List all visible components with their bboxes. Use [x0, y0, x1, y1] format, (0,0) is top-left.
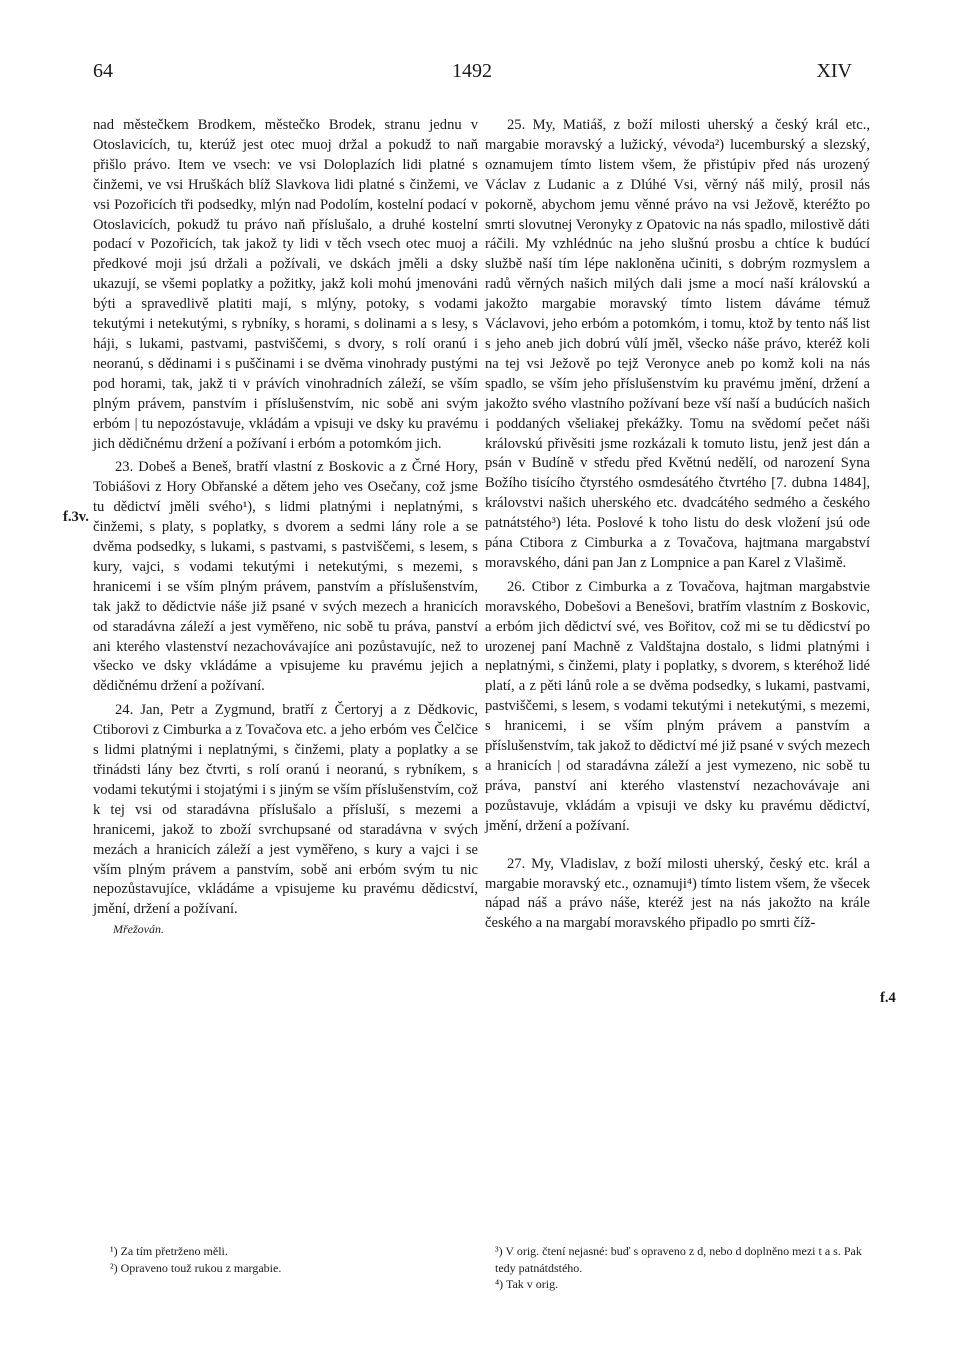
section-number: XIV [816, 60, 852, 82]
page-number: 64 [93, 60, 113, 82]
folio-margin-note-right: f.4 [880, 990, 896, 1006]
entry-26: 26. Ctibor z Cimburka a z Tovačova, hajtman margabstvie moravského, Dobešovi a Benešovi, bratřím vlastním z Boskovic, a erbóm jich dědictví své, ves Bořitov, což mi se tu dědicství po urozenej paní Machně z Valdštajna dostalo, s lidmi platnými i neplatnými, s činžemi, platy i poplatky, s dvorem, s kteréhož lidé platí, a z pěti lánů role a se dvěma podsedky, s lukami, pastvami, pastviščemi, s lesem, s vodami tekutými i netekutými, s mezemi, s hranicemi, i se vším plným právem a panstvím a příslušenstvím, tak jakož to dědictví mé již psané v svých mezech a hranicích | od staradávna záleží a jest vymezeno, nic sobě tu práva, panství ani kterého vlastenství nezachovávaje ani pozůstavuje, vkládám a vpisuji ve dsky ku pravému dědictví, jmění, držení a požívaní. [485, 578, 870, 834]
left-text-column [93, 112, 478, 940]
footnotes-right [495, 1243, 870, 1293]
footnote-1: ¹) Za tím přetrženo měli. [110, 1244, 228, 1258]
entry-23: 23. Dobeš a Beneš, bratří vlastní z Boskovic a z Črné Hory, Tobiášovi z Hory Obřanské a dětem jeho ves Osečany, což jsme tu dědictví jměli svého¹), s lidmi platnými i neplatnými, s činžemi, s platy, s poplatky, s dvorem a sedmi lány role a se dvěma podsedky, s lukami, s pastvami, s pastviščemi, s lesem, s kury, vajci, s vodami tekutými i netekutými, s mezemi, s hranicemi i se vším plným právem, panstvím a příslušenstvím, tak jakž to dědictvie náše již psané v svých mezech a hranicích od staradávna záleží a jest vyměřeno, nic sobě tu práva, panství ani kterého vlastenství nezachovávajíce ani pozůstavujíc, než to všecko ve dsky vkládáme a vpisujeme ku pravému jejich a dědičnému držení a požívaní. [93, 459, 478, 695]
footnote-4: ⁴) Tak v orig. [495, 1277, 559, 1291]
footnote-3: ³) V orig. čtení nejasné: buď s opraveno z d, nebo d doplněno mezi t a s. Pak tedy patnátdstého. [495, 1244, 862, 1275]
scribe-signature: Mřežován. [113, 922, 164, 937]
entry-24: 24. Jan, Petr a Zygmund, bratří z Čertoryj a z Dědkovic, Ctiborovi z Cimburka a z Tovačova etc. a jeho erbóm ves Čelčice s lidmi platnými i neplatnými, s činžemi, platy a poplatky a se třinádsti lány bez čtvrti, s rolí oranú i neoranú, s rybníkem, s vodami tekutými i stojatými i s jiným se vším příslušenstvím, což k tej vsi od staradávna příslušalo a přísluší, s mezemi a hranicemi, jakož to zboží svrchupsané od staradávna v svých mezách a hranicích záleží a jest vyměřeno, s kury a vajci i se vším plným právem a panstvím, sobě ani erbóm svým tu nic nepozůstavujíce, vkládáme a vpisujeme ku pravému dědicství, jmění, držení a požívaní. [93, 702, 478, 918]
entry-22-continuation: nad městečkem Brodkem, městečko Brodek, stranu jednu v Otoslavicích, tu, kterúž jest otec muoj držal a pokudž to naň přišlo právo. Item ve vsech: ve vsi Doloplazích lidi platné s činžemi, ve vsi Hruškách blíž Slavkova lidi platné s činžemi, ve vsi Pozořicích tři podsedky, mlýn nad Podolím, kostelní podací v Otoslavicích, pokudž tu právo naň příslušalo, a druhé kostelní podací v Pozořicích, tak jakož ty lidi v těch vsech otec muoj a předkové moji jsú držali a požívali, ve dskách jměli a dsky ukazují, se všemi poplatky a požitky, jakž koli mohú jmenováni býti a spravedlivě platiti mají, s mlýny, potoky, s vodami tekutými i netekutými, s rybníky, s horami, s dolinami a s lesy, s háji, s lukami, pastvami, pastviščemi, s dvory, s rolí oranú i neoranú, s dědinami i s puščinami i se dvěma vinohrady pustými pod horami, tak, jakž ti v právích vinohradních záleží, se vším plným právem, panstvím i příslušenstvím, nic sobě ani svým erbóm | tu nepozóstavuje, vkládám a vpisuji ve dsky ku pravému jich dědičnému držení a požívaní i erbóm a potomkóm jich. [93, 117, 478, 452]
footnotes-left [110, 1243, 485, 1276]
entry-25: 25. My, Matiáš, z boží milosti uherský a český král etc., margabie moravský a lužický, vévoda²) lucemburský a slezský, oznamujem tímto listem všem, že přistúpiv před nás urozený Václav z Ludanic a z Dlúhé Vsi, věrný náš milý, prosil nás pokorně, abychom jemu věnné právo na vsi Ježově, kteréžto po smrti slovutnej Veronyky z Opatovic na nás spadlo, milostivě dáti ráčili. My vzhlédnúc na jeho slušnú prosbu a chtíce k budúcí službě naší tím lépe nakloněna učiniti, s dobrým rozmyslem a radů věrných našich milých dali jsme a mocí naší královskú a jakožto margabie moravský tímto listem dáváme témuž Václavovi, jeho erbóm a potomkóm, i tomu, ktož by tento náš list s jeho aneb jich dobrú vůlí jměl, všecko náše právo, kteréž koli na tej vsi Ježově po tejž Veronyce aneb po komž koli na nás spadlo, se vším jeho příslušenstvím ku pravému jmění, držení a jakožto svého vlastního požívaní beze vší naší a budúcích našich i poddaných všeliakej překážky. Tomu na svědomí pečet náši královskú přivěsiti jsme rozkázali k tomuto listu, jenž jest dán a psán v Budíně v středu před Květnú nedělí, od narození Syna Božího tisícího čtyrstého osmdesátého čtvrtého [7. dubna 1484], královstvi našich uherského etc. dvadcátého sedmého a českého patnátstého³) léta. Poslové k toho listu do desk vložení jsú ode pána Ctibora z Cimburka a z Tovačova, hajtmana margabství moravského, dáni pan Jan z Lompnice a pan Karel z Vlašimě. [485, 117, 870, 571]
footnote-2: ²) Opraveno touž rukou z margabie. [110, 1260, 282, 1275]
folio-margin-note-left: f.3v. [63, 509, 89, 525]
entry-27: 27. My, Vladislav, z boží milosti uherský, český etc. král a margabie moravský etc., oznamuji⁴) tímto listem všem, že všecek nápad náš a právo náše, kteréž jest na nás jakožto na krále českého a na margabí moravského připadlo po smrti číž- [485, 855, 870, 932]
page-year-heading: 1492 [452, 60, 492, 82]
right-text-column [485, 112, 870, 934]
